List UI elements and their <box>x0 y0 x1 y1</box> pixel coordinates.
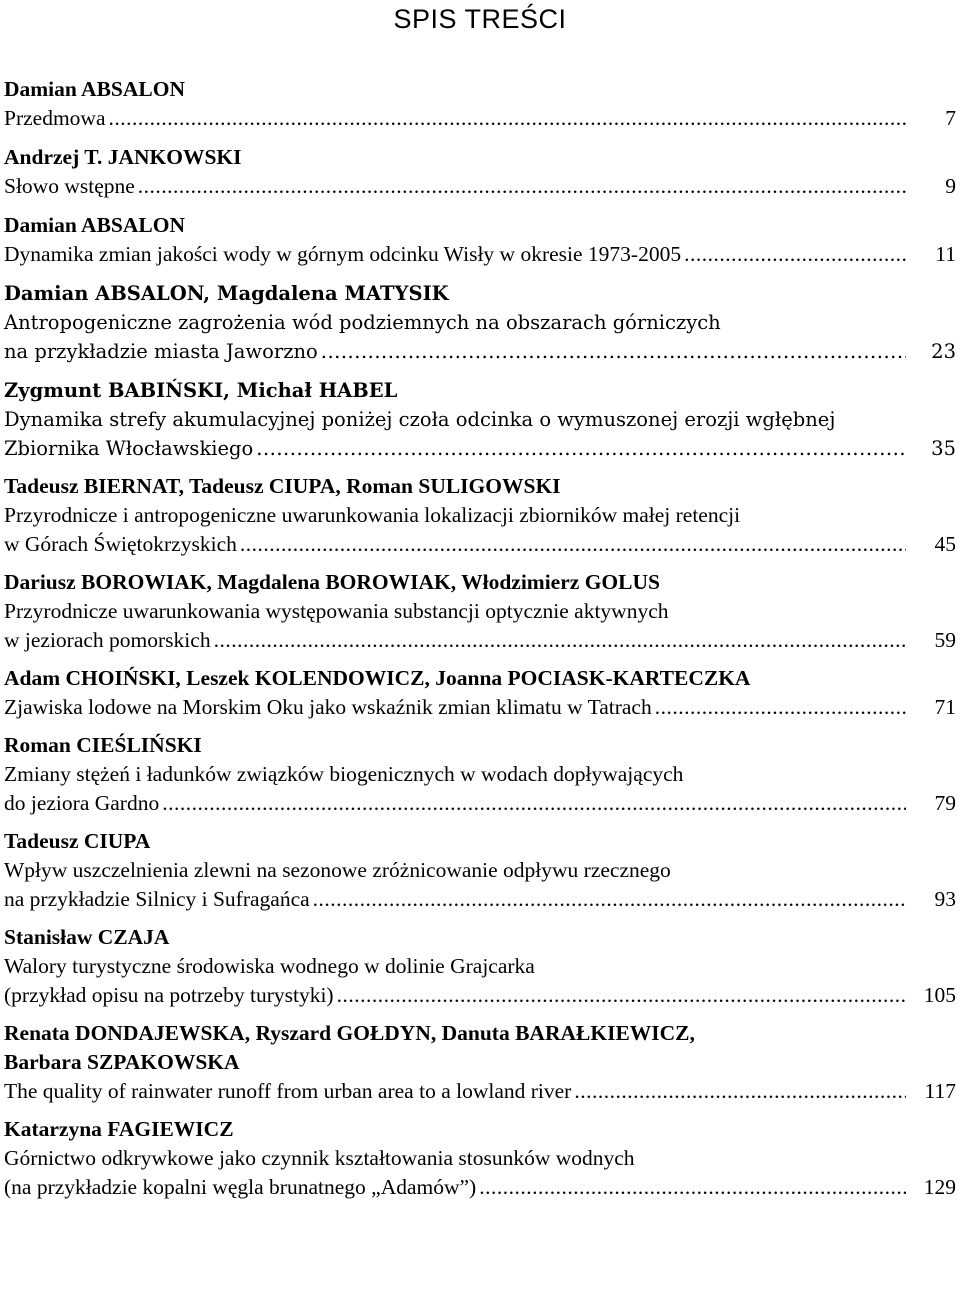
entry-authors: Zygmunt BABIŃSKI, Michał HABEL <box>4 379 398 402</box>
entry-title: (przykład opisu na potrzeby turystyki) <box>4 983 334 1007</box>
entry-title: Przyrodnicze i antropogeniczne uwarunkowania lokalizacji zbiorników małej retencji <box>4 503 741 527</box>
dot-leader <box>313 885 906 914</box>
entry-title-line <box>4 1173 956 1202</box>
entry-title-line <box>4 172 956 201</box>
entry-title: (na przykładzie kopalni węgla brunatnego „Adamów”) <box>4 1175 477 1199</box>
page-number: 93 <box>934 887 956 911</box>
dot-leader <box>655 693 906 722</box>
entry-title-line <box>4 626 956 655</box>
toc-entry <box>4 143 956 201</box>
entry-title: Zbiornika Włocławskiego <box>4 437 254 460</box>
toc-entry <box>4 923 956 1010</box>
page-number: 59 <box>934 628 956 652</box>
entry-title-line <box>4 693 956 722</box>
entry-authors: Roman CIEŚLIŃSKI <box>4 733 202 757</box>
toc-entry <box>4 827 956 914</box>
entry-authors: Adam CHOIŃSKI, Leszek KOLENDOWICZ, Joanna POCIASK-KARTECZKA <box>4 666 751 690</box>
entry-title: Górnictwo odkrywkowe jako czynnik kształtowania stosunków wodnych <box>4 1146 635 1170</box>
entry-title: na przykładzie miasta Jaworzno <box>4 340 318 363</box>
entry-title: Dynamika strefy akumulacyjnej poniżej czoła odcinka o wymuszonej erozji wgłębnej <box>4 408 836 431</box>
page-number: 71 <box>934 695 956 719</box>
page-number: 11 <box>935 242 956 266</box>
entry-authors: Damian ABSALON, Magdalena MATYSIK <box>4 282 449 305</box>
entry-authors: Tadeusz BIERNAT, Tadeusz CIUPA, Roman SULIGOWSKI <box>4 474 561 498</box>
page-number: 79 <box>934 791 956 815</box>
page-number: 35 <box>931 437 956 460</box>
entry-authors: Dariusz BOROWIAK, Magdalena BOROWIAK, Włodzimierz GOLUS <box>4 570 660 594</box>
entry-authors: Andrzej T. JANKOWSKI <box>4 145 242 169</box>
toc-entry <box>4 664 956 722</box>
toc-entry <box>4 279 956 366</box>
page-number: 9 <box>945 174 956 198</box>
entry-title: na przykładzie Silnicy i Sufragańca <box>4 887 310 911</box>
toc-entry <box>4 472 956 559</box>
dot-leader <box>256 434 906 463</box>
entry-title: Dynamika zmian jakości wody w górnym odcinku Wisły w okresie 1973-2005 <box>4 242 682 266</box>
dot-leader <box>240 530 906 559</box>
page-number: 129 <box>923 1175 956 1199</box>
entry-title: Wpływ uszczelnienia zlewni na sezonowe zróżnicowanie odpływu rzecznego <box>4 858 671 882</box>
toc-entry <box>4 1115 956 1202</box>
entry-authors: Stanisław CZAJA <box>4 925 170 949</box>
page-number: 117 <box>924 1079 956 1103</box>
page-number: 23 <box>931 340 956 363</box>
entry-title-line <box>4 337 956 366</box>
toc-entry <box>4 376 956 463</box>
entry-title-line <box>4 885 956 914</box>
entry-title: Zmiany stężeń i ładunków związków biogenicznych w wodach dopływających <box>4 762 684 786</box>
page-number: 7 <box>945 106 956 130</box>
dot-leader <box>321 337 906 366</box>
dot-leader <box>214 626 906 655</box>
entry-title-line <box>4 1077 956 1106</box>
entry-title-line <box>4 789 956 818</box>
dot-leader <box>684 240 906 269</box>
entry-title: w jeziorach pomorskich <box>4 628 211 652</box>
entry-title-line <box>4 104 956 133</box>
entry-authors: Tadeusz CIUPA <box>4 829 151 853</box>
dot-leader <box>574 1077 906 1106</box>
entry-title: Przyrodnicze uwarunkowania występowania substancji optycznie aktywnych <box>4 599 669 623</box>
entry-title-line <box>4 240 956 269</box>
entry-title: Walory turystyczne środowiska wodnego w dolinie Grajcarka <box>4 954 535 978</box>
entry-title: Zjawiska lodowe na Morskim Oku jako wskaźnik zmian klimatu w Tatrach <box>4 695 652 719</box>
entry-authors: Renata DONDAJEWSKA, Ryszard GOŁDYN, Danuta BARAŁKIEWICZ, <box>4 1021 695 1045</box>
page-title: SPIS TREŚCI <box>393 4 567 34</box>
entry-title: w Górach Świętokrzyskich <box>4 532 237 556</box>
entry-title-line <box>4 434 956 463</box>
entry-title: do jeziora Gardno <box>4 791 160 815</box>
entry-authors: Katarzyna FAGIEWICZ <box>4 1117 234 1141</box>
dot-leader <box>162 789 906 818</box>
dot-leader <box>109 104 907 133</box>
dot-leader <box>337 981 906 1010</box>
entry-authors: Damian ABSALON <box>4 77 185 101</box>
toc-entry <box>4 568 956 655</box>
entry-title: Antropogeniczne zagrożenia wód podziemnych na obszarach górniczych <box>4 311 721 334</box>
dot-leader <box>138 172 906 201</box>
entry-title: The quality of rainwater runoff from urban area to a lowland river <box>4 1079 572 1103</box>
page-number: 45 <box>934 532 956 556</box>
entry-title-line <box>4 530 956 559</box>
toc-entry <box>4 1019 956 1106</box>
dot-leader <box>479 1173 906 1202</box>
entry-title-line <box>4 981 956 1010</box>
toc-entry <box>4 75 956 133</box>
entry-title: Przedmowa <box>4 106 106 130</box>
page-number: 105 <box>923 983 956 1007</box>
entry-title: Słowo wstępne <box>4 174 135 198</box>
entry-authors: Damian ABSALON <box>4 213 185 237</box>
toc-entry <box>4 731 956 818</box>
entry-authors: Barbara SZPAKOWSKA <box>4 1050 240 1074</box>
table-of-contents <box>4 75 956 1202</box>
toc-entry <box>4 211 956 269</box>
